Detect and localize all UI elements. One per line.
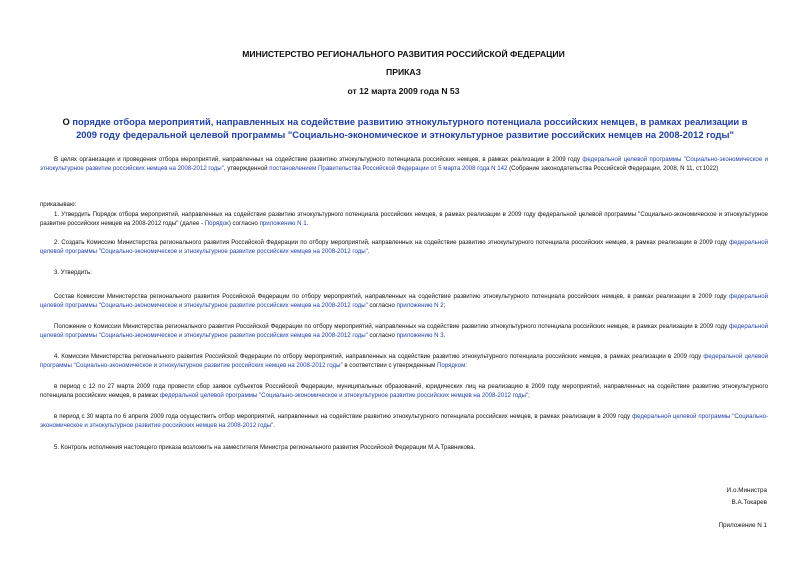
item-1-paragraph bbox=[40, 210, 768, 229]
text: ) согласно bbox=[228, 220, 260, 228]
text: в период с 12 по 27 марта 2009 года провести сбор заявок субъектов Российской Федерации, муниципальных образований, юридических лиц на реализацию в 2009 году мероприятий, направленных на содействие развитию этнокультурного потенциала российских немцев, в рамках bbox=[40, 383, 768, 400]
appendix-label: Приложение N 1 bbox=[718, 522, 767, 529]
procedure-link[interactable]: Порядок bbox=[204, 220, 229, 228]
ministry-heading: МИНИСТЕРСТВО РЕГИОНАЛЬНОГО РАЗВИТИЯ РОССИЙСКОЙ ФЕДЕРАЦИИ bbox=[242, 49, 565, 59]
item-2-paragraph bbox=[40, 238, 768, 257]
item-5-paragraph: 5. Контроль исполнения настоящего приказа возложить на заместителя Министра регионального развития Российской Федерации М.А.Травникова. bbox=[54, 444, 476, 451]
text: в соответствии с утвержденным bbox=[342, 362, 438, 370]
procedure-link[interactable]: Порядком bbox=[437, 362, 466, 370]
text: Состав Комиссии Министерства регионального развития Российской Федерации по отбору мероприятий, направленных на содействие развитию этнокультурного потенциала российских немцев, в рамках реализации в 2009 году bbox=[54, 293, 730, 300]
program-link[interactable]: федеральной целевой программы "Социально-экономическое и этнокультурное развитие российских немцев на 2008-2012 годы" bbox=[40, 293, 768, 310]
resolution-link[interactable]: постановлением Правительства Российской Федерации от 5 марта 2008 года N 142 bbox=[269, 165, 508, 173]
text: (Собрание законодательства Российской Федерации, 2008, N 11, ст.1022) bbox=[507, 165, 719, 173]
text: В целях организации и проведения отбора мероприятий, направленных на содействие развитию этнокультурного потенциала российских немцев, в рамках реализации в 2009 году bbox=[54, 156, 583, 163]
program-link[interactable]: федеральной целевой программы "Социально-экономическое и этнокультурное развитие российских немцев на 2008-2012 годы" bbox=[159, 392, 529, 400]
program-link[interactable]: федеральной целевой программы "Социально-экономическое и этнокультурное развитие российских немцев на 2008-2012 годы" bbox=[40, 413, 768, 430]
text: согласно bbox=[367, 332, 397, 340]
signature-position: И.о.Министра bbox=[726, 487, 767, 494]
text: . bbox=[443, 332, 446, 340]
program-link[interactable]: федеральной целевой программы "Социально-экономическое и этнокультурное развитие российских немцев на 2008-2012 годы" bbox=[40, 323, 768, 340]
item-4a-paragraph bbox=[40, 382, 768, 401]
doc-type-heading: ПРИКАЗ bbox=[386, 67, 421, 77]
title-link[interactable]: порядке отбора мероприятий, направленных на содействие развитию этнокультурного потенциала российских немцев, в рамках реализации в 2009 году федеральной целевой программы "Социально-экономическое и этнокультурное развитие российских немцев на 2008-2012 годы" bbox=[72, 116, 748, 140]
text: 4. Комиссии Министерства регионального развития Российской Федерации по отбору мероприятий, направленных на содействие развитию этнокультурного потенциала российских немцев, в рамках реализации в 2009 году bbox=[54, 353, 704, 360]
text: согласно bbox=[367, 302, 397, 310]
text: 1. Утвердить Порядок отбора мероприятий, направленных на содействие развитию этнокультурного потенциала российских немцев, в рамках реализации в 2009 году федеральной целевой программы "Социально-экономическое и этнокультурное развитие российских немцев на 2008-2012 годы" (далее - bbox=[40, 211, 768, 228]
program-link[interactable]: федеральной целевой программы "Социально-экономическое и этнокультурное развитие российских немцев на 2008-2012 годы" bbox=[40, 239, 768, 256]
order-word: приказываю: bbox=[40, 201, 77, 208]
text: ; bbox=[443, 302, 446, 310]
text: . bbox=[273, 422, 276, 430]
preamble-paragraph bbox=[40, 155, 768, 174]
appendix-1-link[interactable]: приложению N 1 bbox=[259, 220, 307, 228]
page-title bbox=[60, 115, 750, 141]
title-prefix: О bbox=[62, 116, 73, 127]
program-link[interactable]: федеральной целевой программы "Социально-экономическое и этнокультурное развитие российских немцев на 2008-2012 годы" bbox=[40, 156, 768, 173]
text: Положение о Комиссии Министерства регионального развития Российской Федерации по отбору мероприятий, направленных на содействие развитию этнокультурного потенциала российских немцев, в рамках реализации в 2009 году bbox=[54, 323, 730, 330]
text: . bbox=[367, 248, 370, 256]
text: : bbox=[465, 362, 467, 370]
item-3-paragraph: 3. Утвердить: bbox=[54, 269, 92, 276]
appendix-2-link[interactable]: приложению N 2 bbox=[396, 302, 444, 310]
text: , утвержденной bbox=[223, 165, 270, 173]
text: в период с 30 марта по 6 апреля 2009 года осуществить отбор мероприятий, направленных на содействие развитию этнокультурного потенциала российских немцев, в рамках реализации в 2009 году bbox=[54, 413, 633, 420]
text: . bbox=[306, 220, 309, 228]
text: 2. Создать Комиссию Министерства регионального развития Российской Федерации по отбору мероприятий, направленных на содействие развитию этнокультурного потенциала российских немцев, в рамках реализации в 2009 году bbox=[54, 239, 730, 246]
item-4-paragraph bbox=[40, 352, 768, 371]
signature-name: В.А.Токарев bbox=[731, 499, 767, 506]
program-link[interactable]: федеральной целевой программы "Социально-экономическое и этнокультурное развитие российских немцев на 2008-2012 годы" bbox=[40, 353, 769, 370]
date-number: от 12 марта 2009 года N 53 bbox=[347, 86, 460, 96]
item-3a-paragraph bbox=[40, 292, 768, 311]
text: ; bbox=[528, 392, 530, 400]
item-3b-paragraph bbox=[40, 322, 768, 341]
appendix-3-link[interactable]: приложению N 3 bbox=[396, 332, 444, 340]
item-4b-paragraph bbox=[40, 412, 768, 431]
